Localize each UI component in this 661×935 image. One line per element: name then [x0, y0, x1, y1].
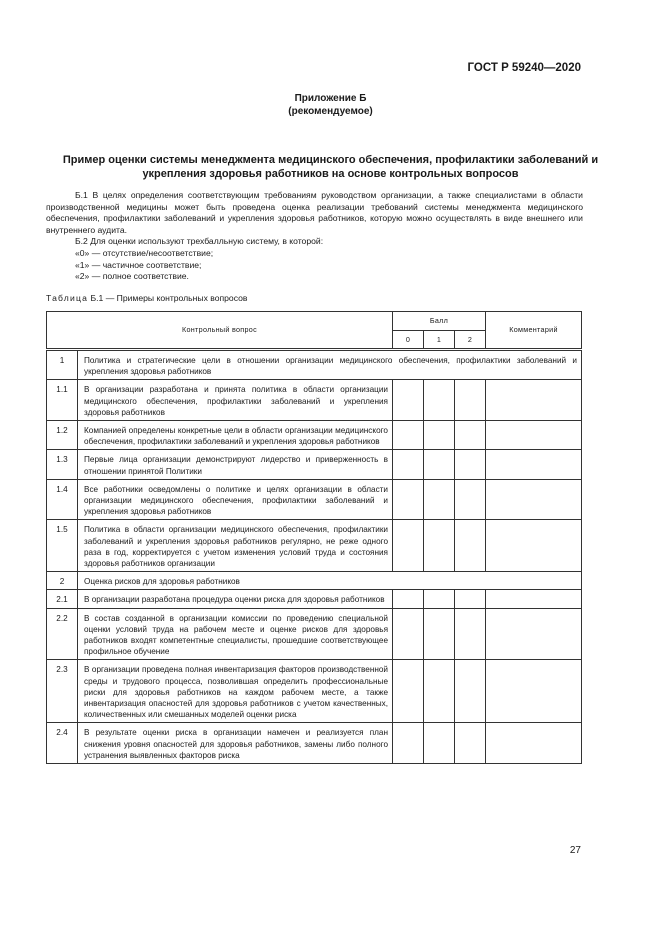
- score-2-cell: [455, 723, 486, 764]
- header-score-1: 1: [424, 331, 455, 350]
- score-2-cell: [455, 590, 486, 608]
- row-number: 1: [47, 350, 78, 380]
- comment-cell: [486, 380, 582, 421]
- row-number: 1.3: [47, 450, 78, 479]
- table-row: [47, 723, 582, 764]
- row-question: Политика и стратегические цели в отношении организации медицинского обеспечения, профилактики заболеваний и укрепления здоровья работников: [78, 350, 582, 380]
- score-0-cell: [393, 608, 424, 660]
- row-number: 2.3: [47, 660, 78, 723]
- score-0-cell: [393, 380, 424, 421]
- table-row: [47, 572, 582, 590]
- comment-cell: [486, 479, 582, 520]
- comment-cell: [486, 520, 582, 572]
- comment-cell: [486, 660, 582, 723]
- table-row: [47, 660, 582, 723]
- score-0-cell: [393, 723, 424, 764]
- annex-heading: [0, 92, 661, 118]
- table-caption-text: Б.1 — Примеры контрольных вопросов: [88, 293, 248, 303]
- score-0-cell: [393, 479, 424, 520]
- header-score: Балл: [393, 312, 486, 331]
- row-number: 1.4: [47, 479, 78, 520]
- score-1-cell: [424, 608, 455, 660]
- header-question: Контрольный вопрос: [47, 312, 393, 350]
- score-1-cell: [424, 520, 455, 572]
- row-question: В организации разработана процедура оценки риска для здоровья работников: [78, 590, 393, 608]
- table-row: [47, 608, 582, 660]
- row-number: 2.1: [47, 590, 78, 608]
- score-1-cell: [424, 479, 455, 520]
- paragraph-b1: Б.1 В целях определения соответствующим требованиям руководством организации, а также специалистами в области производственной медицины может быть проведена оценка реализации требований системы менеджмента медицинского обеспечения, профилактики заболеваний и укрепления здоровья работников, которую можно осуществлять в виде внешнего или внутреннего аудита.: [46, 190, 583, 235]
- score-2-cell: [455, 380, 486, 421]
- table-row: [47, 520, 582, 572]
- table-row: [47, 350, 582, 380]
- score-1-cell: [424, 723, 455, 764]
- comment-cell: [486, 421, 582, 450]
- score-0-cell: [393, 421, 424, 450]
- score-1-cell: [424, 450, 455, 479]
- row-question: В организации проведена полная инвентаризация факторов производственной среды и трудового процесса, позволившая определить профессиональные риски для здоровья работников на каждом рабочем месте, а также инвентаризация опасностей для здоровья работников с учетом качественных, количественных или смешанных моделей оценки риска: [78, 660, 393, 723]
- page-number: 27: [569, 845, 581, 856]
- row-question: Первые лица организации демонстрируют лидерство и приверженность в отношении принятой Политики: [78, 450, 393, 479]
- score-0-cell: [393, 660, 424, 723]
- score-0-cell: [393, 590, 424, 608]
- score-1-cell: [424, 660, 455, 723]
- table-row: [47, 421, 582, 450]
- score-2-cell: [455, 608, 486, 660]
- score-2-cell: [455, 660, 486, 723]
- score-1-cell: [424, 421, 455, 450]
- table-row: [47, 380, 582, 421]
- score-1-cell: [424, 590, 455, 608]
- row-question: Оценка рисков для здоровья работников: [78, 572, 582, 590]
- comment-cell: [486, 723, 582, 764]
- annex-status: (рекомендуемое): [288, 106, 373, 117]
- row-number: 1.5: [47, 520, 78, 572]
- comment-cell: [486, 590, 582, 608]
- comment-cell: [486, 450, 582, 479]
- row-question: В состав созданной в организации комиссии по проведению специальной оценки условий труда на рабочем месте и оценке рисков для здоровья работников входят компетентные специалисты, прошедшие соответствующее профильное обучение: [78, 608, 393, 660]
- table-row: [47, 479, 582, 520]
- row-question: Политика в области организации медицинского обеспечения, профилактики заболеваний и укрепления здоровья работников регулярно, не реже одного раза в год, корректируется с учетом изменения условий труда и состояния здоровья работников организации: [78, 520, 393, 572]
- score-2-cell: [455, 421, 486, 450]
- score-0-cell: [393, 520, 424, 572]
- row-question: В организации разработана и принята политика в области организации медицинского обеспечения, профилактики заболеваний и укрепления здоровья работников: [78, 380, 393, 421]
- list-item: «1» — частичное соответствие;: [75, 259, 202, 270]
- table-row: [47, 450, 582, 479]
- row-question: Компанией определены конкретные цели в области организации медицинского обеспечения, профилактики заболеваний и укрепления здоровья работников: [78, 421, 393, 450]
- list-item: «0» — отсутствие/несоответствие;: [75, 247, 214, 258]
- row-question: Все работники осведомлены о политике и целях организации в области организации медицинского обеспечения, профилактики заболеваний и укрепления здоровья работников: [78, 479, 393, 520]
- comment-cell: [486, 608, 582, 660]
- table-body: [47, 350, 582, 764]
- score-2-cell: [455, 520, 486, 572]
- standard-number: ГОСТ Р 59240—2020: [467, 62, 581, 74]
- header-score-2: 2: [455, 331, 486, 350]
- score-2-cell: [455, 450, 486, 479]
- paragraph-b2: Б.2 Для оценки используют трехбалльную систему, в которой:: [75, 236, 324, 247]
- row-number: 1.2: [47, 421, 78, 450]
- row-number: 2.4: [47, 723, 78, 764]
- row-question: В результате оценки риска в организации намечен и реализуется план снижения уровня опасностей для здоровья работников, замены либо полного устранения выявленных факторов риска: [78, 723, 393, 764]
- control-questions-table: [46, 311, 582, 764]
- row-number: 2: [47, 572, 78, 590]
- score-1-cell: [424, 380, 455, 421]
- score-2-cell: [455, 479, 486, 520]
- body-text: [46, 190, 583, 283]
- table-caption-label: Таблица: [46, 293, 89, 303]
- section-title: Пример оценки системы менеджмента медицинского обеспечения, профилактики заболеваний и укрепления здоровья работников на основе контрольных вопросов: [62, 154, 599, 180]
- table-row: [47, 590, 582, 608]
- table-caption: [46, 293, 247, 303]
- score-0-cell: [393, 450, 424, 479]
- row-number: 1.1: [47, 380, 78, 421]
- annex-title: Приложение Б: [294, 93, 367, 104]
- list-item: «2» — полное соответствие.: [75, 271, 189, 282]
- header-comment: Комментарий: [486, 312, 582, 350]
- row-number: 2.2: [47, 608, 78, 660]
- header-score-0: 0: [393, 331, 424, 350]
